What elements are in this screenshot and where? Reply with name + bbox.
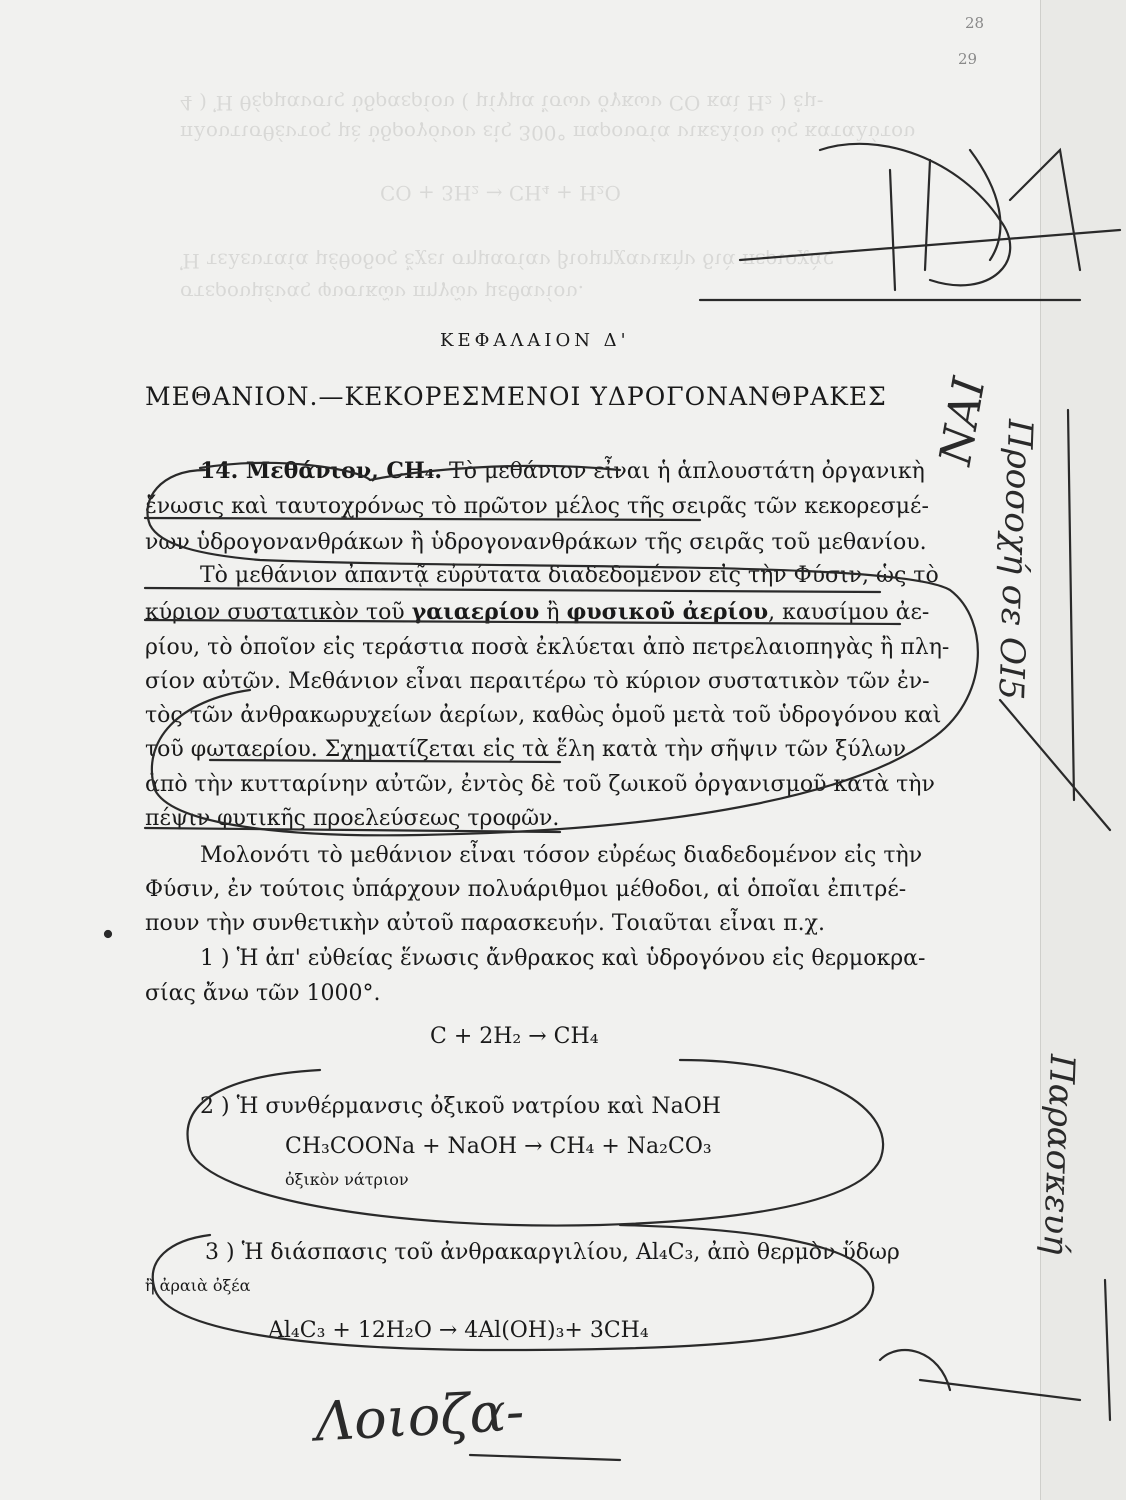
method-1-line-1: 1 ) Ἡ ἀπ' εὐθείας ἕνωσις ἄνθρακος καὶ ὑδρογόνου εἰς θερμοκρα- — [200, 946, 926, 971]
pen-dot — [105, 931, 111, 937]
paragraph-text: κύριον συστατικὸν τοῦ — [145, 600, 412, 625]
paragraph-2-line-7: ἀπὸ τὴν κυτταρίνην αὐτῶν, ἐντὸς δὲ τοῦ ζωικοῦ ὀργανισμοῦ κατὰ τὴν — [145, 772, 935, 797]
method-3-line-1: 3 ) Ἡ διάσπασις τοῦ ἀνθρακαργιλίου, Al₄C₃, ἀπὸ θερμὸν ὕδωρ — [205, 1240, 900, 1265]
chapter-heading: ΚΕΦΑΛΑΙΟΝ Δ' — [440, 330, 630, 351]
paragraph-2-line-6: τοῦ φωταερίου. Σχηματίζεται εἰς τὰ ἕλη κατὰ τὴν σῆψιν τῶν ξύλων — [145, 737, 906, 762]
equation-3: Al₄C₃ + 12H₂O → 4Al(OH)₃+ 3CH₄ — [268, 1318, 649, 1343]
handwritten-margin-note: ΝΑΙ — [930, 373, 996, 469]
bleed-through-line: CO + 3H₂ → CH₄ + H₂O — [380, 181, 621, 205]
paragraph-2-line-3: ρίου, τὸ ὁποῖον εἰς τεράστια ποσὰ ἐκλύεται ἀπὸ πετρελαιοπηγὰς ἢ πλη- — [145, 635, 950, 660]
pen-underline — [470, 1455, 620, 1460]
paragraph-3-line-2: Φύσιν, ἐν τούτοις ὑπάρχουν πολυάριθμοι μέθοδοι, αἱ ὁποῖαι ἐπιτρέ- — [145, 877, 907, 902]
page-edge — [1040, 0, 1126, 1500]
paragraph-2-line-4: σίον αὐτῶν. Μεθάνιον εἶναι περαιτέρω τὸ κύριον συστατικὸν τῶν ἐν- — [145, 669, 930, 694]
pen-scribble — [880, 1350, 950, 1390]
equation-2-note: ὀξικὸν νάτριον — [285, 1170, 409, 1189]
paragraph-1-line-3: νων ὑδρογονανθράκων ἢ ὑδρογονανθράκων τῆς σειρᾶς τοῦ μεθανίου. — [145, 530, 927, 555]
bleed-through-line: πλουτισθέντος μὲ ὑδρογόνον εἰς 300° παρουσία νικελίου ὡς καταλύτου — [180, 121, 916, 145]
paragraph-3-line-1: Μολονότι τὸ μεθάνιον εἶναι τόσον εὐρέως διαδεδομένον εἰς τὴν — [200, 843, 923, 868]
handwritten-margin-note: Προσοχή σε ΟΙ5 — [990, 418, 1040, 701]
section-title: ΜΕΘΑΝΙΟΝ.—ΚΕΚΟΡΕΣΜΕΝΟΙ ΥΔΡΟΓΟΝΑΝΘΡΑΚΕΣ — [145, 382, 887, 411]
method-3-line-2: ἢ ἀραιὰ ὀξέα — [145, 1276, 251, 1295]
paragraph-text: Τὸ μεθάνιον εἶναι ἡ ἁπλουστάτη ὀργανικὴ — [449, 459, 925, 484]
equation-1: C + 2H₂ → CH₄ — [430, 1024, 599, 1049]
handwritten-bottom-note: Λοιοζα- — [313, 1379, 526, 1454]
paragraph-3-line-3: πουν τὴν συνθετικὴν αὐτοῦ παρασκευήν. Τοιαῦται εἶναι π.χ. — [145, 911, 825, 936]
bleed-through-line: Ἡ τελευταία μέθοδος ἔχει σημασίαν βιομηχανικὴν διὰ περιοχὰς — [180, 249, 835, 273]
section-number: 14. Μεθάνιον, CH₄. — [200, 458, 443, 484]
term-gaiaerion: γαιαερίου — [411, 599, 540, 625]
pen-scribble — [970, 150, 1000, 260]
bleed-through-line: στερουμένας φυσικῶν πηγῶν μεθανίου. — [180, 281, 584, 305]
paragraph-text: ἢ — [539, 600, 567, 625]
method-1-line-2: σίας ἄνω τῶν 1000°. — [145, 981, 381, 1006]
paragraph-2-line-1: Τὸ μεθάνιον ἀπαντᾷ εὐρύτατα διαδεδομένον εἰς τὴν Φύσιν, ὡς τὸ — [200, 563, 939, 588]
paragraph-1-line-1 — [200, 458, 925, 484]
equation-2: CH₃COONa + NaOH → CH₄ + Na₂CO₃ — [285, 1134, 712, 1159]
paragraph-2-line-8: πέψιν φυτικῆς προελεύσεως τροφῶν. — [145, 806, 560, 831]
method-2-line-1: 2 ) Ἡ συνθέρμανσις ὀξικοῦ νατρίου καὶ NaOH — [200, 1094, 721, 1119]
paragraph-2-line-2 — [145, 599, 929, 625]
term-physikou-aeriou: φυσικοῦ ἀερίου — [566, 599, 769, 625]
handwritten-margin-note: Παρασκευή — [1035, 1053, 1082, 1256]
page-number-second: 29 — [958, 50, 978, 68]
pen-underline — [145, 588, 880, 592]
paragraph-text: , καυσίμου ἀε- — [768, 600, 930, 625]
page-number-top: 28 — [965, 14, 985, 32]
paragraph-1-line-2: ἕνωσις καὶ ταυτοχρόνως τὸ πρῶτον μέλος τῆς σειρᾶς τῶν κεκορεσμέ- — [145, 494, 929, 519]
paragraph-2-line-5: τὸς τῶν ἀνθρακωρυχείων ἀερίων, καθὼς ὁμοῦ μετὰ τοῦ ὑδρογόνου καὶ — [145, 703, 942, 728]
bleed-through-line: 4 ) Ἡ θέρμανσις ὑδραερίου ( μίγμα ἴσων ὄγκων CO καὶ H₂ ) ἐμ- — [180, 91, 824, 115]
